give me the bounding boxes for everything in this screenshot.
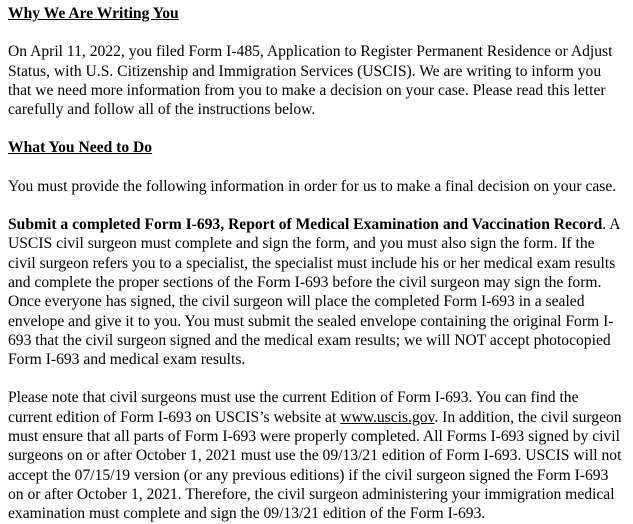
form-i693-paragraph xyxy=(8,215,625,369)
form-i693-body: . A USCIS civil surgeon must complete and sign the form, and you must also sign the form. If the civil surgeon refers you to a specialist, the specialist must include his or her medical exam results and complete the proper sections of the Form I-693 before the civil surgeon may sign the form. Once everyone has signed, the civil surgeon will place the completed Form I-693 in a sealed envelope and give it to you. You must submit the sealed envelope containing the original Form I-693 that the civil surgeon signed and the medical exam results; we will NOT accept photocopied Form I-693 and medical exam results. xyxy=(8,216,620,369)
edition-note-part2: . In addition, the civil surgeon must ensure that all parts of Form I-693 were properly completed. All Forms I-693 signed by civil surgeons on or after October 1, 2021 must use the 09/13/21 edition of Form I-693. USCIS will not accept the 07/15/19 version (or any previous editions) if the civil surgeon signed the Form I-693 on or after October 1, 2021. Therefore, the civil surgeon administering your immigration medical examination must complete and sign the 09/13/21 edition of the Form I-693. xyxy=(8,408,622,523)
section-heading-what-to-do: What You Need to Do xyxy=(8,139,153,157)
why-paragraph: On April 11, 2022, you filed Form I-485, Application to Register Permanent Residence or Adjust Status, with U.S. Citizenship and Immigration Services (USCIS). We are writing to inform you that we need more information from you to make a decision on your case. Please read this letter carefully and follow all of the instructions below. xyxy=(8,43,613,119)
intro-paragraph: You must provide the following information in order for us to make a final decision on your case. xyxy=(8,177,617,195)
form-i693-title: Submit a completed Form I-693, Report of Medical Examination and Vaccination Record xyxy=(8,216,603,234)
uscis-website-link[interactable]: www.uscis.gov xyxy=(340,408,435,426)
edition-note-paragraph xyxy=(8,388,625,523)
section-heading-why: Why We Are Writing You xyxy=(8,5,179,22)
edition-note-part1: Please note that civil surgeons must use the current Edition of Form I-693. You can find the current edition of Form I-693 on USCIS’s website at xyxy=(8,389,579,426)
